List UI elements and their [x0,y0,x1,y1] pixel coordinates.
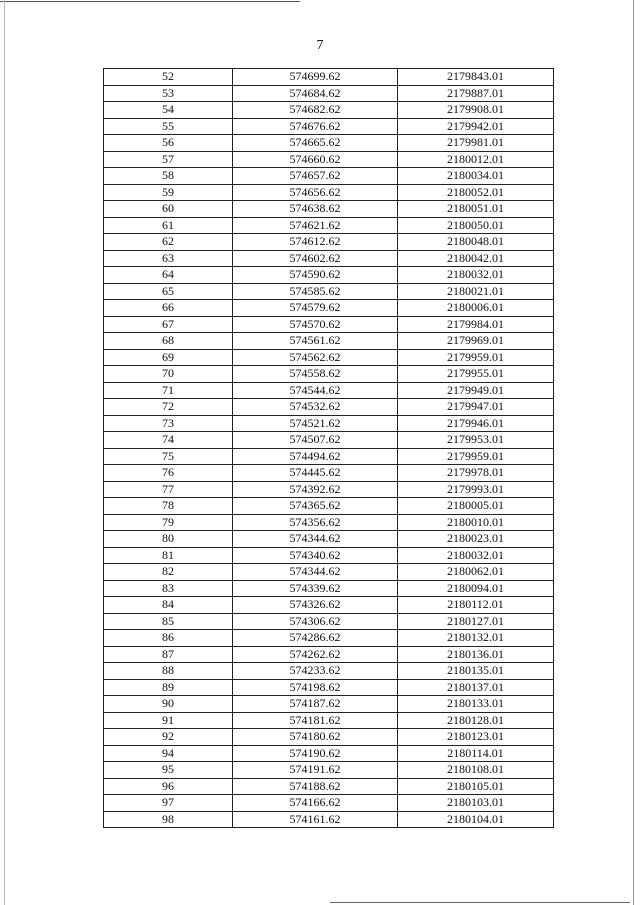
y-coordinate-cell: 2179993.01 [398,481,554,498]
table-row [104,382,554,399]
y-coordinate-cell: 2180133.01 [398,696,554,713]
coordinates-table [103,68,554,828]
table-row [104,712,554,729]
x-coordinate-cell: 574665.62 [233,135,398,152]
x-coordinate-cell: 574306.62 [233,613,398,630]
point-number-cell: 58 [104,168,233,185]
table-row [104,564,554,581]
x-coordinate-cell: 574621.62 [233,217,398,234]
table-row [104,531,554,548]
y-coordinate-cell: 2180023.01 [398,531,554,548]
x-coordinate-cell: 574521.62 [233,415,398,432]
table-row [104,481,554,498]
table-row [104,267,554,284]
table-row [104,762,554,779]
point-number-cell: 72 [104,399,233,416]
point-number-cell: 82 [104,564,233,581]
table-row [104,745,554,762]
y-coordinate-cell: 2180112.01 [398,597,554,614]
point-number-cell: 65 [104,283,233,300]
point-number-cell: 59 [104,184,233,201]
y-coordinate-cell: 2180123.01 [398,729,554,746]
x-coordinate-cell: 574638.62 [233,201,398,218]
point-number-cell: 85 [104,613,233,630]
table-row [104,613,554,630]
table-row [104,366,554,383]
x-coordinate-cell: 574660.62 [233,151,398,168]
y-coordinate-cell: 2180052.01 [398,184,554,201]
y-coordinate-cell: 2179959.01 [398,349,554,366]
x-coordinate-cell: 574286.62 [233,630,398,647]
y-coordinate-cell: 2179953.01 [398,432,554,449]
point-number-cell: 69 [104,349,233,366]
x-coordinate-cell: 574494.62 [233,448,398,465]
table-row [104,168,554,185]
x-coordinate-cell: 574532.62 [233,399,398,416]
point-number-cell: 57 [104,151,233,168]
table-row [104,69,554,86]
point-number-cell: 88 [104,663,233,680]
x-coordinate-cell: 574561.62 [233,333,398,350]
table-row [104,729,554,746]
x-coordinate-cell: 574445.62 [233,465,398,482]
point-number-cell: 56 [104,135,233,152]
y-coordinate-cell: 2179946.01 [398,415,554,432]
table-row [104,85,554,102]
x-coordinate-cell: 574682.62 [233,102,398,119]
x-coordinate-cell: 574166.62 [233,795,398,812]
y-coordinate-cell: 2179984.01 [398,316,554,333]
y-coordinate-cell: 2180127.01 [398,613,554,630]
table-row [104,448,554,465]
point-number-cell: 55 [104,118,233,135]
point-number-cell: 68 [104,333,233,350]
y-coordinate-cell: 2180032.01 [398,547,554,564]
y-coordinate-cell: 2180012.01 [398,151,554,168]
point-number-cell: 63 [104,250,233,267]
x-coordinate-cell: 574233.62 [233,663,398,680]
y-coordinate-cell: 2179969.01 [398,333,554,350]
point-number-cell: 83 [104,580,233,597]
point-number-cell: 53 [104,85,233,102]
x-coordinate-cell: 574590.62 [233,267,398,284]
point-number-cell: 90 [104,696,233,713]
x-coordinate-cell: 574339.62 [233,580,398,597]
table-row [104,580,554,597]
y-coordinate-cell: 2179908.01 [398,102,554,119]
x-coordinate-cell: 574180.62 [233,729,398,746]
point-number-cell: 98 [104,811,233,828]
table-row [104,217,554,234]
table-row [104,118,554,135]
y-coordinate-cell: 2179949.01 [398,382,554,399]
point-number-cell: 77 [104,481,233,498]
page-number: 7 [316,38,324,53]
point-number-cell: 70 [104,366,233,383]
x-coordinate-cell: 574656.62 [233,184,398,201]
y-coordinate-cell: 2180032.01 [398,267,554,284]
coordinates-table-body [104,69,554,828]
x-coordinate-cell: 574262.62 [233,646,398,663]
x-coordinate-cell: 574657.62 [233,168,398,185]
point-number-cell: 97 [104,795,233,812]
point-number-cell: 73 [104,415,233,432]
x-coordinate-cell: 574188.62 [233,778,398,795]
table-row [104,514,554,531]
table-row [104,597,554,614]
y-coordinate-cell: 2180051.01 [398,201,554,218]
point-number-cell: 78 [104,498,233,515]
x-coordinate-cell: 574684.62 [233,85,398,102]
x-coordinate-cell: 574612.62 [233,234,398,251]
x-coordinate-cell: 574602.62 [233,250,398,267]
table-row [104,547,554,564]
y-coordinate-cell: 2180135.01 [398,663,554,680]
x-coordinate-cell: 574579.62 [233,300,398,317]
table-row [104,795,554,812]
y-coordinate-cell: 2180005.01 [398,498,554,515]
point-number-cell: 86 [104,630,233,647]
table-row [104,498,554,515]
x-coordinate-cell: 574570.62 [233,316,398,333]
point-number-cell: 61 [104,217,233,234]
table-row [104,415,554,432]
y-coordinate-cell: 2180050.01 [398,217,554,234]
point-number-cell: 92 [104,729,233,746]
y-coordinate-cell: 2180021.01 [398,283,554,300]
table-row [104,283,554,300]
point-number-cell: 87 [104,646,233,663]
table-row [104,250,554,267]
point-number-cell: 76 [104,465,233,482]
point-number-cell: 74 [104,432,233,449]
y-coordinate-cell: 2180105.01 [398,778,554,795]
table-row [104,663,554,680]
point-number-cell: 66 [104,300,233,317]
x-coordinate-cell: 574585.62 [233,283,398,300]
scan-edge-top [0,1,300,2]
table-row [104,316,554,333]
point-number-cell: 54 [104,102,233,119]
y-coordinate-cell: 2179843.01 [398,69,554,86]
x-coordinate-cell: 574161.62 [233,811,398,828]
point-number-cell: 80 [104,531,233,548]
y-coordinate-cell: 2180006.01 [398,300,554,317]
y-coordinate-cell: 2179978.01 [398,465,554,482]
x-coordinate-cell: 574340.62 [233,547,398,564]
scan-edge-bottom [330,902,630,903]
y-coordinate-cell: 2180114.01 [398,745,554,762]
x-coordinate-cell: 574544.62 [233,382,398,399]
x-coordinate-cell: 574181.62 [233,712,398,729]
x-coordinate-cell: 574344.62 [233,531,398,548]
x-coordinate-cell: 574191.62 [233,762,398,779]
point-number-cell: 71 [104,382,233,399]
y-coordinate-cell: 2180034.01 [398,168,554,185]
x-coordinate-cell: 574558.62 [233,366,398,383]
point-number-cell: 96 [104,778,233,795]
y-coordinate-cell: 2180048.01 [398,234,554,251]
table-row [104,333,554,350]
x-coordinate-cell: 574507.62 [233,432,398,449]
point-number-cell: 79 [104,514,233,531]
x-coordinate-cell: 574356.62 [233,514,398,531]
x-coordinate-cell: 574344.62 [233,564,398,581]
table-row [104,201,554,218]
y-coordinate-cell: 2179959.01 [398,448,554,465]
x-coordinate-cell: 574699.62 [233,69,398,86]
x-coordinate-cell: 574676.62 [233,118,398,135]
y-coordinate-cell: 2180062.01 [398,564,554,581]
x-coordinate-cell: 574365.62 [233,498,398,515]
point-number-cell: 75 [104,448,233,465]
table-row [104,151,554,168]
y-coordinate-cell: 2180137.01 [398,679,554,696]
y-coordinate-cell: 2179955.01 [398,366,554,383]
y-coordinate-cell: 2179981.01 [398,135,554,152]
y-coordinate-cell: 2179947.01 [398,399,554,416]
point-number-cell: 84 [104,597,233,614]
y-coordinate-cell: 2180136.01 [398,646,554,663]
table-row [104,696,554,713]
table-row [104,630,554,647]
point-number-cell: 60 [104,201,233,218]
scan-edge-left [4,0,5,905]
x-coordinate-cell: 574190.62 [233,745,398,762]
point-number-cell: 95 [104,762,233,779]
x-coordinate-cell: 574562.62 [233,349,398,366]
point-number-cell: 81 [104,547,233,564]
point-number-cell: 91 [104,712,233,729]
y-coordinate-cell: 2180108.01 [398,762,554,779]
x-coordinate-cell: 574187.62 [233,696,398,713]
table-row [104,399,554,416]
x-coordinate-cell: 574392.62 [233,481,398,498]
y-coordinate-cell: 2179887.01 [398,85,554,102]
point-number-cell: 67 [104,316,233,333]
y-coordinate-cell: 2180094.01 [398,580,554,597]
table-row [104,234,554,251]
table-row [104,679,554,696]
table-row [104,349,554,366]
y-coordinate-cell: 2180042.01 [398,250,554,267]
point-number-cell: 64 [104,267,233,284]
table-row [104,465,554,482]
table-row [104,300,554,317]
table-row [104,102,554,119]
x-coordinate-cell: 574198.62 [233,679,398,696]
x-coordinate-cell: 574326.62 [233,597,398,614]
table-row [104,135,554,152]
table-row [104,811,554,828]
y-coordinate-cell: 2180010.01 [398,514,554,531]
point-number-cell: 62 [104,234,233,251]
table-row [104,432,554,449]
y-coordinate-cell: 2180128.01 [398,712,554,729]
y-coordinate-cell: 2180103.01 [398,795,554,812]
table-row [104,646,554,663]
y-coordinate-cell: 2180132.01 [398,630,554,647]
point-number-cell: 94 [104,745,233,762]
point-number-cell: 89 [104,679,233,696]
point-number-cell: 52 [104,69,233,86]
scan-edge-right [633,0,634,905]
table-row [104,778,554,795]
table-row [104,184,554,201]
y-coordinate-cell: 2179942.01 [398,118,554,135]
y-coordinate-cell: 2180104.01 [398,811,554,828]
